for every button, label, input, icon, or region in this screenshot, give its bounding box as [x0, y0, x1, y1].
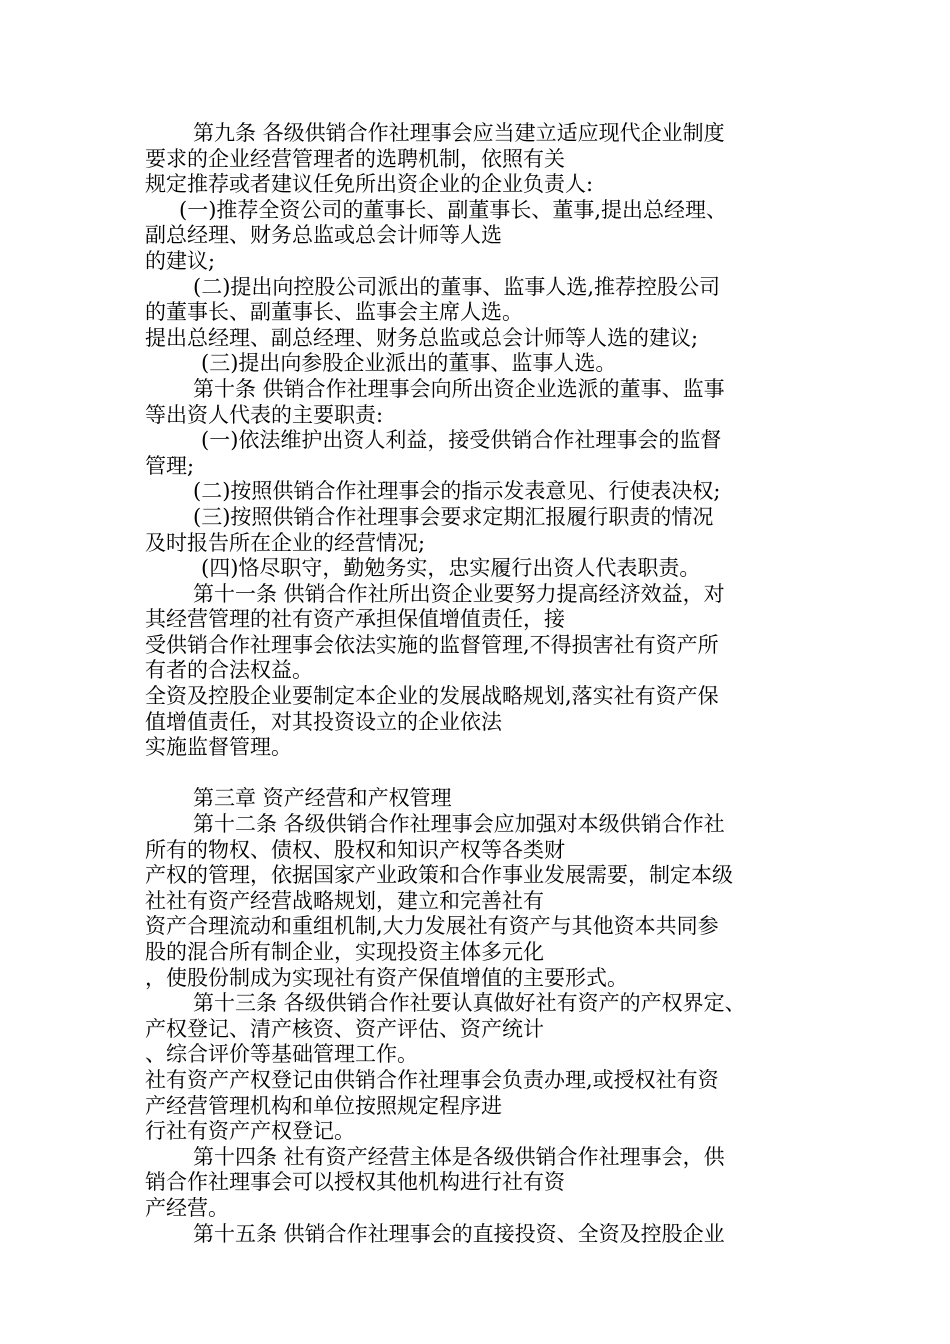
paragraph-line: 产权的管理，依据国家产业政策和合作事业发展需要，制定本级 — [145, 863, 733, 888]
paragraph-line: 全资及控股企业要制定本企业的发展战略规划,落实社有资产保 — [145, 684, 719, 709]
paragraph-line: 的建议; — [145, 248, 216, 273]
paragraph-line: 第十四条 社有资产经营主体是各级供销合作社理事会，供 — [193, 1144, 725, 1169]
paragraph-line: 规定推荐或者建议任免所出资企业的企业负责人: — [145, 172, 594, 197]
paragraph-line: (一)推荐全资公司的董事长、副董事长、董事,提出总经理、 — [179, 197, 728, 222]
paragraph-line: 、综合评价等基础管理工作。 — [145, 1042, 418, 1067]
chapter-heading: 第三章 资产经营和产权管理 — [193, 786, 452, 811]
document-body — [145, 121, 845, 1247]
paragraph-line: 社有资产产权登记由供销合作社理事会负责办理,或授权社有资 — [145, 1067, 719, 1092]
paragraph-line: 第十一条 供销合作社所出资企业要努力提高经济效益，对 — [193, 581, 725, 606]
blank-line — [145, 761, 845, 787]
paragraph-line: 有者的合法权益。 — [145, 658, 313, 683]
paragraph-line: 第九条 各级供销合作社理事会应当建立适应现代企业制度 — [193, 121, 725, 145]
paragraph-line: 股的混合所有制企业，实现投资主体多元化 — [145, 940, 544, 964]
paragraph-line: 提出总经理、副总经理、财务总监或总会计师等人选的建议; — [145, 325, 699, 350]
paragraph-line: 实施监督管理。 — [145, 735, 292, 760]
paragraph-line: 产权登记、清产核资、资产评估、资产统计 — [145, 1016, 544, 1041]
paragraph-line: (二)按照供销合作社理事会的指示发表意见、行使表决权; — [193, 479, 721, 504]
paragraph-line: 第十三条 各级供销合作社要认真做好社有资产的产权界定、 — [193, 991, 746, 1016]
paragraph-line: 受供销合作社理事会依法实施的监督管理,不得损害社有资产所 — [145, 632, 719, 657]
paragraph-line: 值增值责任，对其投资设立的企业依法 — [145, 709, 502, 734]
paragraph-line: 第十五条 供销合作社理事会的直接投资、全资及控股企业 — [193, 1221, 725, 1246]
paragraph-line: (二)提出向控股公司派出的董事、监事人选,推荐控股公司 — [193, 274, 721, 299]
paragraph-line: 社社有资产经营战略规划，建立和完善社有 — [145, 888, 544, 913]
paragraph-line: 等出资人代表的主要职责: — [145, 402, 384, 427]
paragraph-line: 所有的物权、债权、股权和知识产权等各类财 — [145, 837, 565, 862]
paragraph-line: 副总经理、财务总监或总会计师等人选 — [145, 223, 502, 248]
paragraph-line: 管理; — [145, 453, 195, 478]
paragraph-line: (一)依法维护出资人利益，接受供销合作社理事会的监督 — [201, 428, 722, 453]
paragraph-line: 第十二条 各级供销合作社理事会应加强对本级供销合作社 — [193, 812, 725, 837]
paragraph-line: (四)恪尽职守，勤勉务实，忠实履行出资人代表职责。 — [201, 556, 701, 581]
paragraph-line: 产经营管理机构和单位按照规定程序进 — [145, 1093, 502, 1118]
paragraph-line: 行社有资产产权登记。 — [145, 1119, 355, 1144]
paragraph-line: 销合作社理事会可以授权其他机构进行社有资 — [145, 1170, 565, 1195]
paragraph-line: 产经营。 — [145, 1195, 229, 1220]
paragraph-line: 要求的企业经营管理者的选聘机制，依照有关 — [145, 146, 565, 171]
paragraph-line: 资产合理流动和重组机制,大力发展社有资产与其他资本共同参 — [145, 914, 719, 939]
paragraph-line: (三)按照供销合作社理事会要求定期汇报履行职责的情况 — [193, 504, 714, 529]
paragraph-line: 第十条 供销合作社理事会向所出资企业选派的董事、监事 — [193, 376, 725, 401]
paragraph-line: 的董事长、副董事长、监事会主席人选。 — [145, 300, 523, 325]
paragraph-line: (三)提出向参股企业派出的董事、监事人选。 — [201, 351, 617, 376]
paragraph-line: 及时报告所在企业的经营情况; — [145, 530, 426, 555]
paragraph-line: 其经营管理的社有资产承担保值增值责任，接 — [145, 607, 565, 632]
paragraph-line: ，使股份制成为实现社有资产保值增值的主要形式。 — [145, 965, 628, 990]
